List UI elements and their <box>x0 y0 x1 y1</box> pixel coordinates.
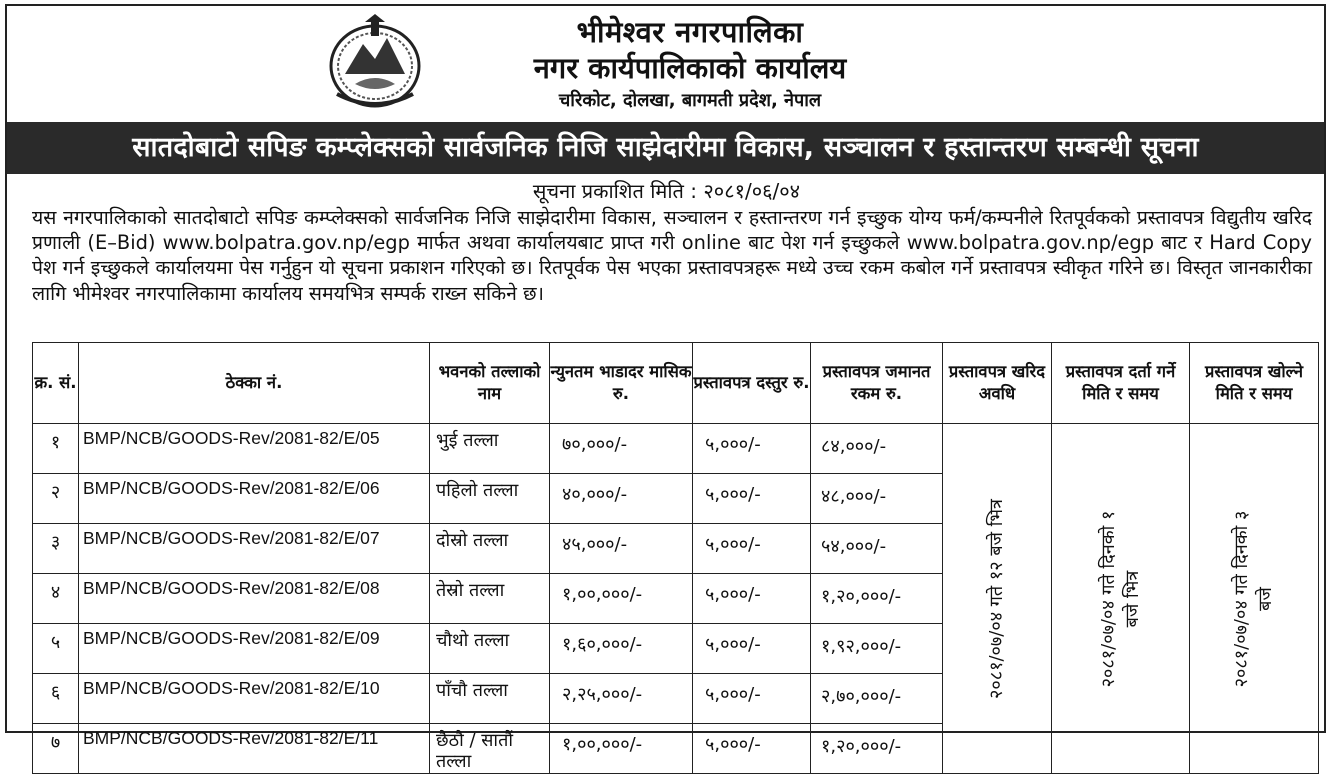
row-fee: ५,०००/- <box>693 524 811 574</box>
row-floor-name: छैठौ / सातौं तल्ला <box>430 724 550 774</box>
opening-line-1: २०८१/०७/०४ गते दिनको ३ <box>1231 510 1252 687</box>
col-floor-name: भवनको तल्लाको नाम <box>430 343 550 424</box>
row-deposit: ४८,०००/- <box>811 474 943 524</box>
row-sn: ५ <box>33 624 79 674</box>
row-deposit: १,२०,०००/- <box>811 724 943 774</box>
registration-cell <box>1052 424 1190 774</box>
row-min-rent: १,६०,०००/- <box>550 624 693 674</box>
row-sn: १ <box>33 424 79 474</box>
row-sn: २ <box>33 474 79 524</box>
row-fee: ५,०००/- <box>693 474 811 524</box>
tender-table <box>32 342 1319 774</box>
row-min-rent: २,२५,०००/- <box>550 674 693 724</box>
row-sn: ६ <box>33 674 79 724</box>
table-header-row <box>33 343 1319 424</box>
row-sn: ७ <box>33 724 79 774</box>
registration-line-2: बजे भित्र <box>1121 570 1143 627</box>
col-fee: प्रस्तावपत्र दस्तुर रु. <box>693 343 811 424</box>
row-contract-no: BMP/NCB/GOODS-Rev/2081-82/E/10 <box>79 674 430 724</box>
row-floor-name: पहिलो तल्ला <box>430 474 550 524</box>
registration-text <box>1097 510 1145 687</box>
row-fee: ५,०००/- <box>693 724 811 774</box>
opening-line-2: बजे <box>1255 586 1276 611</box>
purchase-period-text: २०८१/०७/०४ गते १२ बजे भित्र <box>986 498 1007 699</box>
row-floor-name: चौथो तल्ला <box>430 624 550 674</box>
col-contract-no: ठेक्का नं. <box>79 343 430 424</box>
col-sn: क्र. सं. <box>33 343 79 424</box>
row-fee: ५,०००/- <box>693 574 811 624</box>
row-deposit: २,७०,०००/- <box>811 674 943 724</box>
row-deposit: ८४,०००/- <box>811 424 943 474</box>
row-floor-name: पाँचौ तल्ला <box>430 674 550 724</box>
row-min-rent: ७०,०००/- <box>550 424 693 474</box>
table-row <box>33 424 1319 474</box>
notice-title: सातदोबाटो सपिङ कम्प्लेक्सको सार्वजनिक निजि साझेदारीमा विकास, सञ्चालन र हस्तान्तरण सम्बन्धी सूचना <box>7 122 1324 174</box>
col-min-rent: न्युनतम भाडादर मासिक रु. <box>550 343 693 424</box>
office-name: नगर कार्यपालिकाको कार्यालय <box>533 51 847 85</box>
row-deposit: १,९२,०००/- <box>811 624 943 674</box>
row-min-rent: ४०,०००/- <box>550 474 693 524</box>
row-contract-no: BMP/NCB/GOODS-Rev/2081-82/E/09 <box>79 624 430 674</box>
row-floor-name: तेस्रो तल्ला <box>430 574 550 624</box>
row-floor-name: दोस्रो तल्ला <box>430 524 550 574</box>
opening-cell <box>1190 424 1319 774</box>
office-address: चरिकोट, दोलखा, बागमती प्रदेश, नेपाल <box>558 90 822 111</box>
row-contract-no: BMP/NCB/GOODS-Rev/2081-82/E/11 <box>79 724 430 774</box>
col-deposit: प्रस्तावपत्र जमानत रकम रु. <box>811 343 943 424</box>
row-sn: ३ <box>33 524 79 574</box>
opening-text <box>1230 510 1278 687</box>
publication-date: सूचना प्रकाशित मिति : २०८१/०६/०४ <box>532 179 801 203</box>
row-contract-no: BMP/NCB/GOODS-Rev/2081-82/E/05 <box>79 424 430 474</box>
row-min-rent: ४५,०००/- <box>550 524 693 574</box>
row-contract-no: BMP/NCB/GOODS-Rev/2081-82/E/06 <box>79 474 430 524</box>
row-fee: ५,०००/- <box>693 424 811 474</box>
municipality-name: भीमेश्वर नगरपालिका <box>576 15 804 49</box>
row-fee: ५,०००/- <box>693 674 811 724</box>
row-floor-name: भुई तल्ला <box>430 424 550 474</box>
row-fee: ५,०००/- <box>693 624 811 674</box>
row-min-rent: १,००,०००/- <box>550 574 693 624</box>
row-deposit: १,२०,०००/- <box>811 574 943 624</box>
row-sn: ४ <box>33 574 79 624</box>
row-min-rent: १,००,०००/- <box>550 724 693 774</box>
registration-line-1: २०८१/०७/०४ गते दिनको १ <box>1097 510 1119 687</box>
letterhead <box>430 14 950 116</box>
purchase-period-cell <box>943 424 1052 774</box>
nepal-emblem-icon <box>325 14 425 110</box>
row-deposit: ५४,०००/- <box>811 524 943 574</box>
col-registration: प्रस्तावपत्र दर्ता गर्ने मिति र समय <box>1052 343 1190 424</box>
row-contract-no: BMP/NCB/GOODS-Rev/2081-82/E/07 <box>79 524 430 574</box>
col-purchase-period: प्रस्तावपत्र खरिद अवधि <box>943 343 1052 424</box>
col-opening: प्रस्तावपत्र खोल्ने मिति र समय <box>1190 343 1319 424</box>
notice-body: यस नगरपालिकाको सातदोबाटो सपिङ कम्प्लेक्सको सार्वजनिक निजि साझेदारीमा विकास, सञ्चालन र हस्तान्तरण गर्न इच्छुक योग्य फर्म/कम्पनीले रितपूर्वकको प्रस्तावपत्र विद्युतीय खरिद प्रणाली (E–Bid) www.bolpatra.gov.np/egp मार्फत अथवा कार्यालयबाट प्राप्त गरी online बाट पेश गर्न इच्छुकले www.bolpatra.gov.np/egp बाट र Hard Copy पेश गर्न इच्छुकले कार्यालयमा पेस गर्नुहुन यो सूचना प्रकाशन गरिएको छ। रितपूर्वक पेस भएका प्रस्तावपत्रहरू मध्ये उच्च रकम कबोल गर्ने प्रस्तावपत्र स्वीकृत गरिने छ। विस्तृत जानकारीका लागि भीमेश्वर नगरपालिकामा कार्यालय समयभित्र सम्पर्क राख्न सकिने छ। <box>32 206 1312 305</box>
row-contract-no: BMP/NCB/GOODS-Rev/2081-82/E/08 <box>79 574 430 624</box>
